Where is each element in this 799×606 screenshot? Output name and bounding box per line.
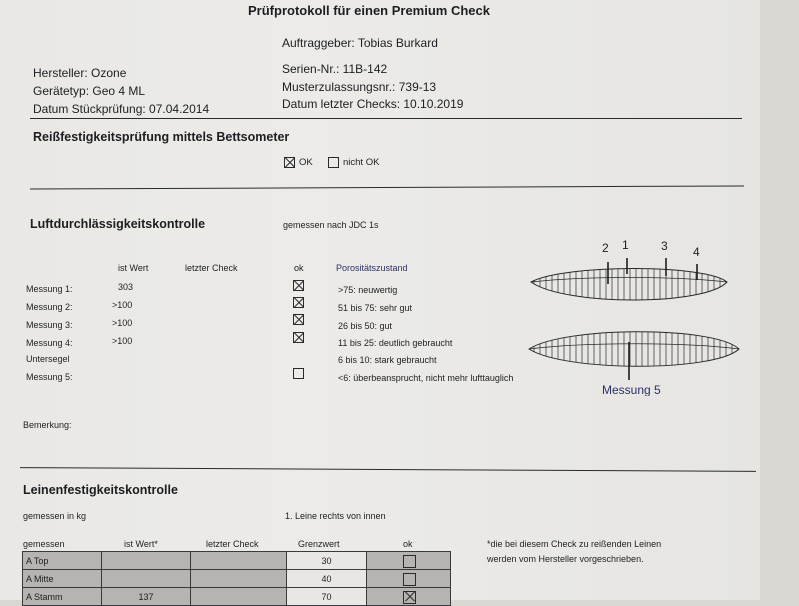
messung-3-checkbox[interactable] (293, 314, 304, 325)
reissfestigkeit-nicht-ok-label: nicht OK (343, 157, 380, 168)
messung-3-value: >100 (112, 318, 133, 328)
col-letzter-check: letzter Check (206, 539, 259, 549)
geraetetyp: Gerätetyp: Geo 4 ML (33, 84, 146, 98)
ist-value (102, 552, 191, 570)
col-ok: ok (403, 539, 413, 549)
porositaet-item: >75: neuwertig (338, 285, 398, 295)
a-mitte-ok-checkbox[interactable] (403, 573, 416, 586)
ok-cell (367, 570, 451, 588)
marker-number: 2 (602, 241, 609, 255)
leinen-footnote: *die bei diesem Check zu reißenden Leinen (487, 539, 662, 549)
ok-cell (367, 588, 451, 606)
ist-value: 137 (102, 588, 191, 606)
grenzwert-value: 70 (287, 588, 367, 606)
messung-2-label: Messung 2: (26, 302, 73, 312)
col-gemessen: gemessen (23, 539, 65, 549)
table-row (23, 588, 451, 606)
ist-value (102, 570, 191, 588)
col-porositaet: Porositätszustand (336, 263, 408, 273)
page-title: Prüfprotokoll für einen Premium Check (248, 3, 490, 18)
messung-1-value: 303 (118, 282, 134, 292)
datum-stueckpruefung: Datum Stückprüfung: 07.04.2014 (33, 102, 210, 116)
datum-letzter-check: Datum letzter Checks: 10.10.2019 (282, 97, 464, 111)
reissfestigkeit-ok-label: OK (299, 157, 313, 168)
table-row (23, 552, 451, 570)
letzter-value (191, 570, 287, 588)
glider-bottom-view (529, 332, 739, 367)
messung-3-label: Messung 3: (26, 320, 73, 330)
leinen-footnote: werden vom Hersteller vorgeschrieben. (487, 554, 644, 564)
porositaet-item: 6 bis 10: stark gebraucht (338, 355, 437, 365)
col-ok: ok (294, 263, 304, 273)
table-row (23, 570, 451, 588)
porositaet-item: 51 bis 75: sehr gut (338, 303, 413, 313)
letzter-value (191, 588, 287, 606)
hersteller: Hersteller: Ozone (33, 66, 127, 80)
messung-1-checkbox[interactable] (293, 280, 304, 291)
diagram-caption: Messung 5 (602, 383, 661, 396)
musterzulassung: Musterzulassungsnr.: 739-13 (282, 80, 437, 94)
row-label: A Mitte (23, 570, 102, 588)
untersegel-label: Untersegel (26, 354, 70, 364)
porositaet-item: 26 bis 50: gut (338, 321, 393, 331)
marker-number: 4 (693, 245, 700, 259)
marker-number: 1 (622, 238, 629, 252)
divider (30, 185, 744, 189)
glider-diagram (525, 236, 747, 396)
messung-2-value: >100 (112, 300, 133, 310)
col-ist-wert: ist Wert* (124, 539, 158, 549)
reissfestigkeit-ok-checkbox[interactable] (284, 157, 295, 168)
marker-number: 3 (661, 239, 668, 253)
leinen-title: Leinenfestigkeitskontrolle (23, 483, 178, 497)
messung-4-value: >100 (112, 336, 133, 346)
bemerkung-label: Bemerkung: (23, 420, 72, 430)
auftraggeber: Auftraggeber: Tobias Burkard (282, 36, 438, 50)
serien-nr: Serien-Nr.: 11B-142 (282, 62, 388, 76)
messung-1-label: Messung 1: (26, 284, 73, 294)
divider (20, 467, 756, 472)
reissfestigkeit-nicht-ok-checkbox[interactable] (328, 157, 339, 168)
divider (30, 118, 742, 119)
messung-4-label: Messung 4: (26, 338, 73, 348)
grenzwert-value: 30 (287, 552, 367, 570)
leinen-note: 1. Leine rechts von innen (285, 511, 386, 521)
col-letzter-check: letzter Check (185, 263, 238, 273)
letzter-value (191, 552, 287, 570)
messung-4-checkbox[interactable] (293, 332, 304, 343)
a-stamm-ok-checkbox[interactable] (403, 591, 416, 604)
row-label: A Stamm (23, 588, 102, 606)
messung-5-label: Messung 5: (26, 372, 73, 382)
porositaet-item: <6: überbeansprucht, nicht mehr lufttauglich (338, 373, 514, 383)
messung-2-checkbox[interactable] (293, 297, 304, 308)
luft-method: gemessen nach JDC 1s (283, 220, 379, 230)
messung-5-checkbox[interactable] (293, 368, 304, 379)
grenzwert-value: 40 (287, 570, 367, 588)
reissfestigkeit-title: Reißfestigkeitsprüfung mittels Bettsometer (33, 130, 290, 144)
luftdurchlaessigkeit-title: Luftdurchlässigkeitskontrolle (30, 217, 206, 231)
row-label: A Top (23, 552, 102, 570)
ok-cell (367, 552, 451, 570)
leinen-unit: gemessen in kg (23, 511, 87, 521)
leinen-table (22, 551, 451, 606)
porositaet-item: 11 bis 25: deutlich gebraucht (338, 338, 453, 348)
col-grenzwert: Grenzwert (298, 539, 340, 549)
col-ist-wert: ist Wert (118, 263, 149, 273)
a-top-ok-checkbox[interactable] (403, 555, 416, 568)
